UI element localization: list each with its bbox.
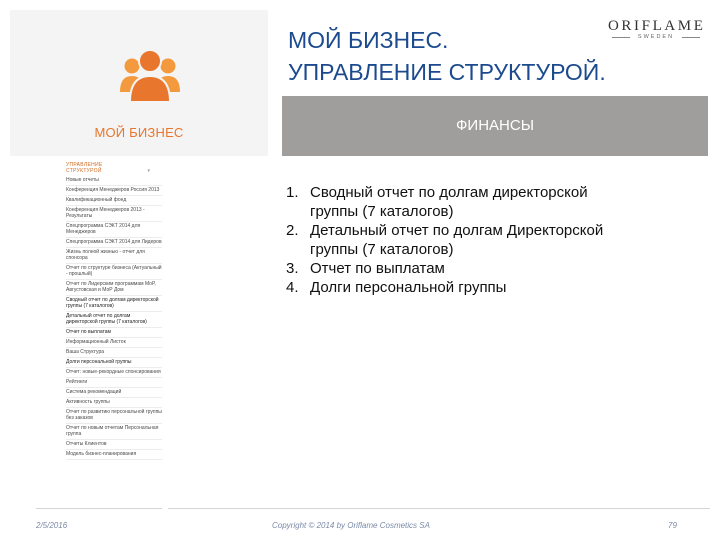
list-text-line-1: Долги персональной группы	[310, 279, 507, 296]
footer-date: 2/5/2016	[36, 521, 68, 530]
menu-item-client-reports[interactable]: Отчеты Клиентов	[66, 440, 162, 450]
finance-label: ФИНАНСЫ	[456, 117, 534, 134]
menu-item-info-sheet[interactable]: Информационный Листок	[66, 338, 162, 348]
logo-name: ORIFLAME	[608, 18, 706, 34]
menu-item-group-activity[interactable]: Активность группы	[66, 398, 162, 408]
title-line-1: МОЙ БИЗНЕС.	[288, 27, 449, 53]
menu-item-your-structure[interactable]: Ваша Структура	[66, 348, 162, 358]
logo-subtitle: SWEDEN	[608, 34, 704, 40]
slide-title	[288, 24, 606, 88]
list-text-line-2: группы (7 каталогов)	[310, 241, 454, 258]
menu-item-new-reports[interactable]: Новые отчеты	[66, 176, 162, 186]
menu-item-qualification-fund[interactable]: Квалификационный фонд	[66, 196, 162, 206]
menu-item-detailed-debts[interactable]: Детальный отчет по долгам директорской группы (7 каталогов)	[66, 312, 162, 328]
my-business-label: МОЙ БИЗНЕС	[94, 125, 184, 140]
menu-item-personal-debts[interactable]: Долги персональной группы	[66, 358, 162, 368]
oriflame-logo	[608, 18, 704, 42]
list-item	[286, 259, 706, 278]
menu-header[interactable]: УПРАВЛЕНИЕ СТРУКТУРОЙ ▾	[66, 162, 162, 174]
structure-menu	[66, 162, 162, 460]
list-number: 3.	[286, 260, 299, 277]
menu-item-record-sponsoring[interactable]: Отчет: новые-рекордные спонсирования	[66, 368, 162, 378]
menu-item-special-leaders[interactable]: Спецпрограмма СЭКТ 2014 для Лидеров	[66, 238, 162, 248]
footer-divider	[168, 508, 710, 509]
list-item	[286, 278, 706, 297]
menu-item-ratings[interactable]: Рейтинги	[66, 378, 162, 388]
list-text-line-1: Сводный отчет по долгам директорской	[310, 184, 588, 201]
menu-item-business-planning[interactable]: Модель бизнес-планирования	[66, 450, 162, 460]
list-text-line-2: группы (7 каталогов)	[310, 203, 454, 220]
list-text-line-1: Отчет по выплатам	[310, 260, 445, 277]
menu-item-payouts[interactable]: Отчет по выплатам	[66, 328, 162, 338]
finance-banner	[282, 96, 708, 156]
menu-item-conference-results[interactable]: Конференция Менеджеров 2013 - Результаты	[66, 206, 162, 222]
menu-item-personal-group-reports[interactable]: Отчет по новым отчетам Персональная группа	[66, 424, 162, 440]
list-number: 1.	[286, 184, 299, 201]
people-group-icon	[118, 46, 182, 106]
menu-item-business-structure[interactable]: Отчет по структуре бизнеса (Актуальный - прошлый)	[66, 264, 162, 280]
list-number: 4.	[286, 279, 299, 296]
menu-item-summary-debts[interactable]: Сводный отчет по долгам директорской группы (7 каталогов)	[66, 296, 162, 312]
list-text-line-1: Детальный отчет по долгам Директорской	[310, 222, 604, 239]
list-number: 2.	[286, 222, 299, 239]
menu-item-full-life[interactable]: Жизнь полной жизнью - отчет для спонсора	[66, 248, 162, 264]
menu-item-recommendations[interactable]: Система рекомендаций	[66, 388, 162, 398]
menu-divider	[36, 508, 162, 509]
list-item	[286, 183, 706, 221]
finance-report-list	[286, 183, 706, 297]
footer-page-number: 79	[668, 521, 677, 530]
title-line-2: УПРАВЛЕНИЕ СТРУКТУРОЙ.	[288, 59, 606, 85]
menu-item-group-development[interactable]: Отчет по развитию персональной группы без заказов	[66, 408, 162, 424]
list-item	[286, 221, 706, 259]
menu-item-conference-2013[interactable]: Конференция Менеджеров Россия 2013	[66, 186, 162, 196]
menu-item-special-managers[interactable]: Спецпрограмма СЭКТ 2014 для Менеджеров	[66, 222, 162, 238]
menu-item-leader-programs[interactable]: Отчет по Лидерским программам МоР, Августовская и МоР Дом	[66, 280, 162, 296]
my-business-panel[interactable]	[10, 10, 268, 156]
footer-copyright: Copyright © 2014 by Oriflame Cosmetics SA	[272, 521, 430, 530]
